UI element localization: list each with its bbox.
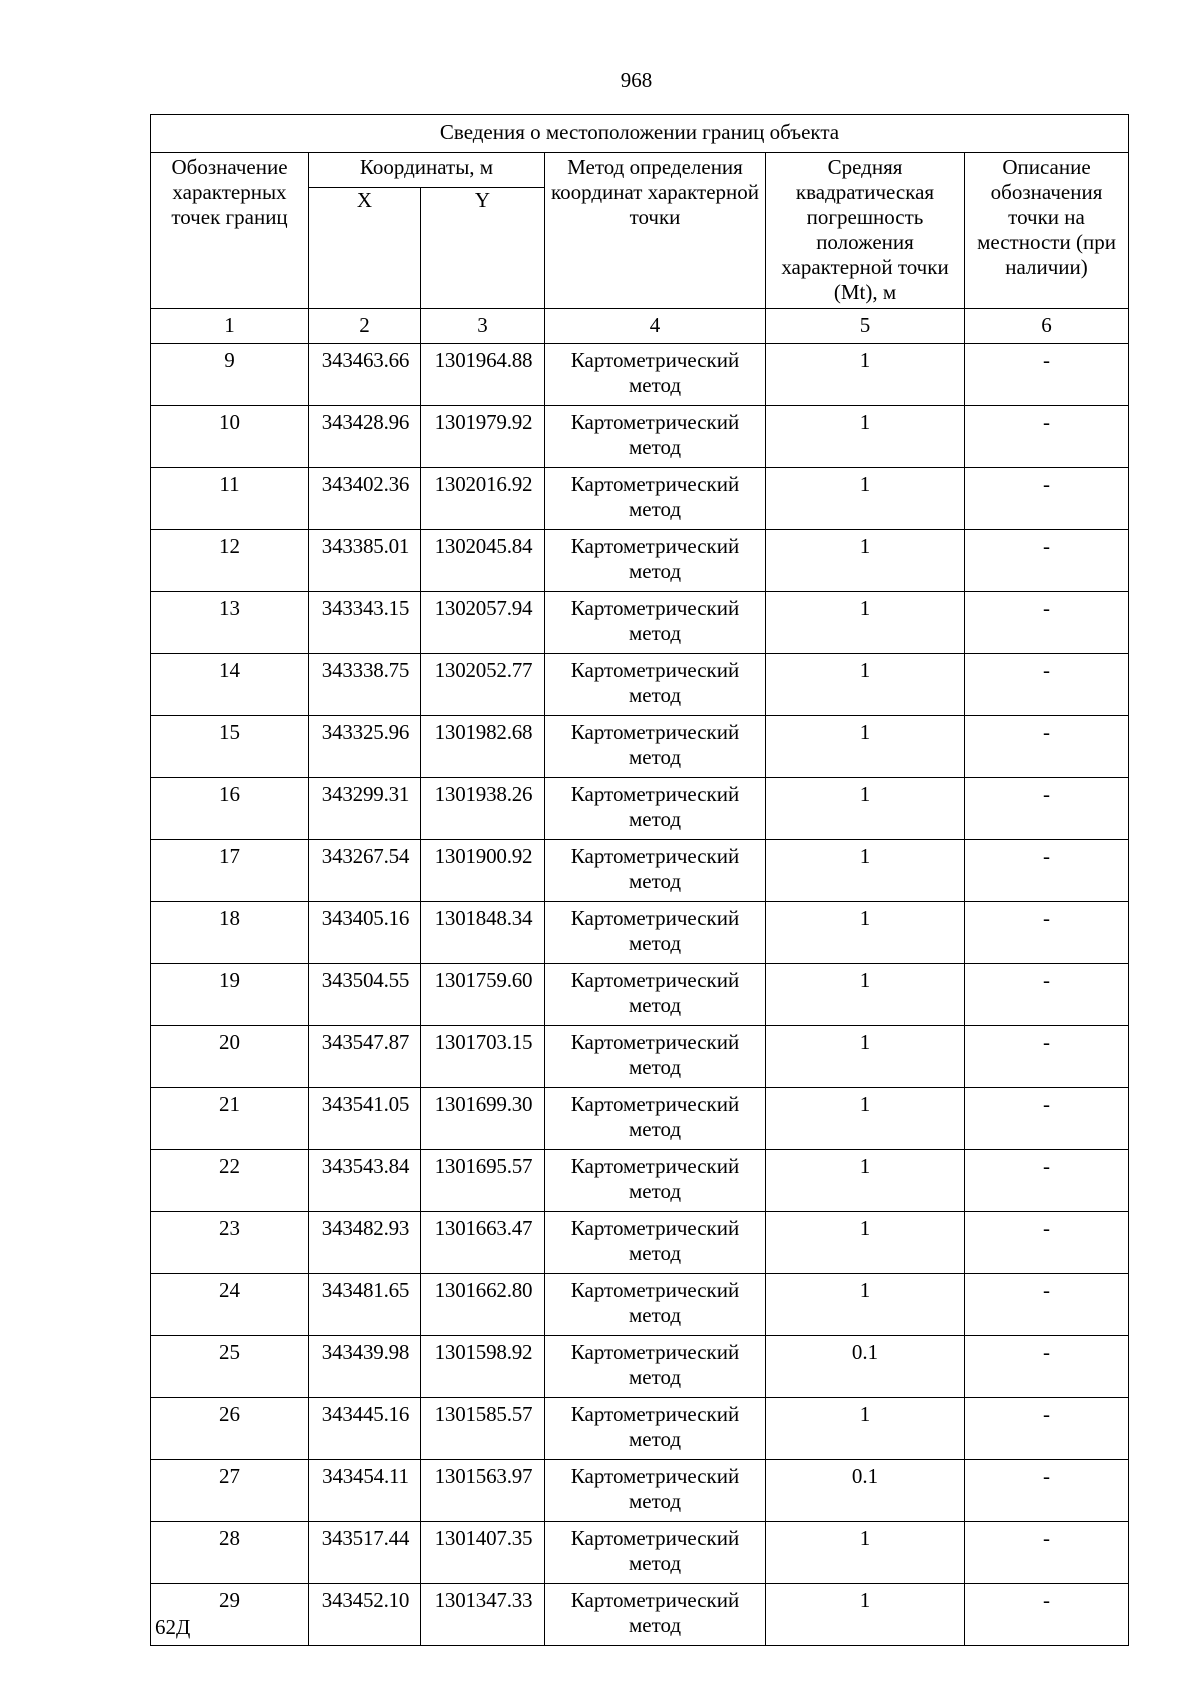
table-row xyxy=(151,1584,1129,1646)
cell-error: 1 xyxy=(766,406,965,468)
cell-point: 19 xyxy=(151,964,309,1026)
cell-error: 1 xyxy=(766,1398,965,1460)
cell-point: 12 xyxy=(151,530,309,592)
table-header-row xyxy=(151,153,1129,188)
cell-description: - xyxy=(965,1026,1129,1088)
cell-x: 343343.15 xyxy=(309,592,421,654)
table-row xyxy=(151,1150,1129,1212)
cell-description: - xyxy=(965,1336,1129,1398)
cell-method: Картометрический метод xyxy=(545,716,766,778)
cell-point: 24 xyxy=(151,1274,309,1336)
cell-method: Картометрический метод xyxy=(545,964,766,1026)
column-number: 1 xyxy=(151,309,309,344)
cell-x: 343267.54 xyxy=(309,840,421,902)
cell-description: - xyxy=(965,1212,1129,1274)
table-row xyxy=(151,716,1129,778)
cell-y: 1301407.35 xyxy=(421,1522,545,1584)
header-x: X xyxy=(309,188,421,309)
cell-error: 1 xyxy=(766,530,965,592)
cell-point: 29 xyxy=(151,1584,309,1646)
cell-error: 1 xyxy=(766,468,965,530)
cell-description: - xyxy=(965,468,1129,530)
table-row xyxy=(151,964,1129,1026)
cell-description: - xyxy=(965,902,1129,964)
table-row xyxy=(151,592,1129,654)
cell-y: 1301938.26 xyxy=(421,778,545,840)
column-number: 4 xyxy=(545,309,766,344)
cell-error: 1 xyxy=(766,840,965,902)
footer-code: 62Д xyxy=(155,1615,191,1639)
cell-description: - xyxy=(965,778,1129,840)
cell-x: 343405.16 xyxy=(309,902,421,964)
cell-method: Картометрический метод xyxy=(545,1398,766,1460)
cell-method: Картометрический метод xyxy=(545,840,766,902)
cell-error: 1 xyxy=(766,592,965,654)
cell-y: 1301703.15 xyxy=(421,1026,545,1088)
cell-y: 1301759.60 xyxy=(421,964,545,1026)
cell-y: 1301585.57 xyxy=(421,1398,545,1460)
cell-point: 23 xyxy=(151,1212,309,1274)
cell-y: 1301662.80 xyxy=(421,1274,545,1336)
cell-method: Картометрический метод xyxy=(545,1026,766,1088)
table-row xyxy=(151,1026,1129,1088)
cell-description: - xyxy=(965,964,1129,1026)
table-row xyxy=(151,406,1129,468)
table-row xyxy=(151,902,1129,964)
table-row xyxy=(151,1460,1129,1522)
cell-y: 1301699.30 xyxy=(421,1088,545,1150)
cell-description: - xyxy=(965,1584,1129,1646)
cell-point: 11 xyxy=(151,468,309,530)
header-method: Метод определения координат характерной точки xyxy=(545,153,766,309)
cell-method: Картометрический метод xyxy=(545,1212,766,1274)
cell-x: 343454.11 xyxy=(309,1460,421,1522)
cell-point: 15 xyxy=(151,716,309,778)
boundary-coordinates-table xyxy=(150,114,1129,1646)
cell-method: Картометрический метод xyxy=(545,530,766,592)
cell-y: 1301598.92 xyxy=(421,1336,545,1398)
cell-y: 1301964.88 xyxy=(421,344,545,406)
cell-error: 1 xyxy=(766,1274,965,1336)
column-number-row xyxy=(151,309,1129,344)
cell-description: - xyxy=(965,592,1129,654)
cell-y: 1301979.92 xyxy=(421,406,545,468)
cell-error: 1 xyxy=(766,1150,965,1212)
table-row xyxy=(151,654,1129,716)
cell-x: 343543.84 xyxy=(309,1150,421,1212)
cell-point: 18 xyxy=(151,902,309,964)
cell-method: Картометрический метод xyxy=(545,1584,766,1646)
page-number: 968 xyxy=(620,68,653,92)
cell-description: - xyxy=(965,1274,1129,1336)
header-point-designation: Обозначение характерных точек границ xyxy=(151,153,309,309)
cell-x: 343325.96 xyxy=(309,716,421,778)
cell-description: - xyxy=(965,716,1129,778)
table-row xyxy=(151,1336,1129,1398)
table-row xyxy=(151,840,1129,902)
cell-x: 343463.66 xyxy=(309,344,421,406)
header-y: Y xyxy=(421,188,545,309)
table-row xyxy=(151,1274,1129,1336)
cell-error: 0.1 xyxy=(766,1336,965,1398)
cell-y: 1301663.47 xyxy=(421,1212,545,1274)
cell-point: 21 xyxy=(151,1088,309,1150)
cell-method: Картометрический метод xyxy=(545,468,766,530)
table-row xyxy=(151,1398,1129,1460)
cell-y: 1302057.94 xyxy=(421,592,545,654)
cell-point: 14 xyxy=(151,654,309,716)
column-number: 2 xyxy=(309,309,421,344)
cell-description: - xyxy=(965,1522,1129,1584)
cell-x: 343402.36 xyxy=(309,468,421,530)
cell-method: Картометрический метод xyxy=(545,778,766,840)
table-title: Сведения о местоположении границ объекта xyxy=(151,115,1129,153)
cell-error: 1 xyxy=(766,344,965,406)
table-row xyxy=(151,1522,1129,1584)
cell-x: 343338.75 xyxy=(309,654,421,716)
cell-description: - xyxy=(965,1150,1129,1212)
cell-y: 1302052.77 xyxy=(421,654,545,716)
cell-point: 22 xyxy=(151,1150,309,1212)
cell-point: 26 xyxy=(151,1398,309,1460)
header-description: Описание обозначения точки на местности (при наличии) xyxy=(965,153,1129,309)
cell-error: 1 xyxy=(766,1026,965,1088)
cell-description: - xyxy=(965,840,1129,902)
cell-method: Картометрический метод xyxy=(545,902,766,964)
cell-point: 20 xyxy=(151,1026,309,1088)
cell-point: 16 xyxy=(151,778,309,840)
cell-description: - xyxy=(965,654,1129,716)
table-row xyxy=(151,468,1129,530)
table-row xyxy=(151,1088,1129,1150)
cell-y: 1301848.34 xyxy=(421,902,545,964)
cell-method: Картометрический метод xyxy=(545,1522,766,1584)
cell-x: 343439.98 xyxy=(309,1336,421,1398)
cell-x: 343504.55 xyxy=(309,964,421,1026)
cell-error: 1 xyxy=(766,1212,965,1274)
cell-error: 1 xyxy=(766,654,965,716)
cell-x: 343299.31 xyxy=(309,778,421,840)
cell-point: 13 xyxy=(151,592,309,654)
cell-point: 17 xyxy=(151,840,309,902)
cell-method: Картометрический метод xyxy=(545,1336,766,1398)
cell-description: - xyxy=(965,530,1129,592)
cell-y: 1301982.68 xyxy=(421,716,545,778)
cell-x: 343517.44 xyxy=(309,1522,421,1584)
cell-description: - xyxy=(965,1088,1129,1150)
cell-error: 1 xyxy=(766,902,965,964)
cell-x: 343428.96 xyxy=(309,406,421,468)
cell-x: 343541.05 xyxy=(309,1088,421,1150)
cell-y: 1301695.57 xyxy=(421,1150,545,1212)
header-coordinates: Координаты, м xyxy=(309,153,545,188)
column-number: 6 xyxy=(965,309,1129,344)
cell-x: 343445.16 xyxy=(309,1398,421,1460)
cell-error: 1 xyxy=(766,778,965,840)
table-row xyxy=(151,530,1129,592)
cell-y: 1301900.92 xyxy=(421,840,545,902)
cell-description: - xyxy=(965,344,1129,406)
cell-point: 10 xyxy=(151,406,309,468)
table-row xyxy=(151,1212,1129,1274)
cell-y: 1302016.92 xyxy=(421,468,545,530)
cell-point: 9 xyxy=(151,344,309,406)
cell-point: 25 xyxy=(151,1336,309,1398)
cell-method: Картометрический метод xyxy=(545,344,766,406)
cell-error: 1 xyxy=(766,1088,965,1150)
cell-error: 1 xyxy=(766,1584,965,1646)
cell-error: 1 xyxy=(766,964,965,1026)
cell-error: 1 xyxy=(766,1522,965,1584)
cell-method: Картометрический метод xyxy=(545,1088,766,1150)
header-error: Средняя квадратическая погрешность положения характерной точки (Mt), м xyxy=(766,153,965,309)
cell-x: 343547.87 xyxy=(309,1026,421,1088)
cell-y: 1301347.33 xyxy=(421,1584,545,1646)
cell-method: Картометрический метод xyxy=(545,406,766,468)
cell-method: Картометрический метод xyxy=(545,592,766,654)
table-row xyxy=(151,778,1129,840)
cell-error: 1 xyxy=(766,716,965,778)
cell-method: Картометрический метод xyxy=(545,1150,766,1212)
cell-y: 1302045.84 xyxy=(421,530,545,592)
cell-method: Картометрический метод xyxy=(545,1460,766,1522)
cell-point: 27 xyxy=(151,1460,309,1522)
column-number: 5 xyxy=(766,309,965,344)
table-title-row xyxy=(151,115,1129,153)
cell-description: - xyxy=(965,1398,1129,1460)
cell-x: 343481.65 xyxy=(309,1274,421,1336)
cell-description: - xyxy=(965,1460,1129,1522)
cell-y: 1301563.97 xyxy=(421,1460,545,1522)
cell-method: Картометрический метод xyxy=(545,1274,766,1336)
cell-method: Картометрический метод xyxy=(545,654,766,716)
table-row xyxy=(151,344,1129,406)
cell-x: 343482.93 xyxy=(309,1212,421,1274)
cell-x: 343452.10 xyxy=(309,1584,421,1646)
column-number: 3 xyxy=(421,309,545,344)
cell-point: 28 xyxy=(151,1522,309,1584)
cell-description: - xyxy=(965,406,1129,468)
cell-x: 343385.01 xyxy=(309,530,421,592)
cell-error: 0.1 xyxy=(766,1460,965,1522)
